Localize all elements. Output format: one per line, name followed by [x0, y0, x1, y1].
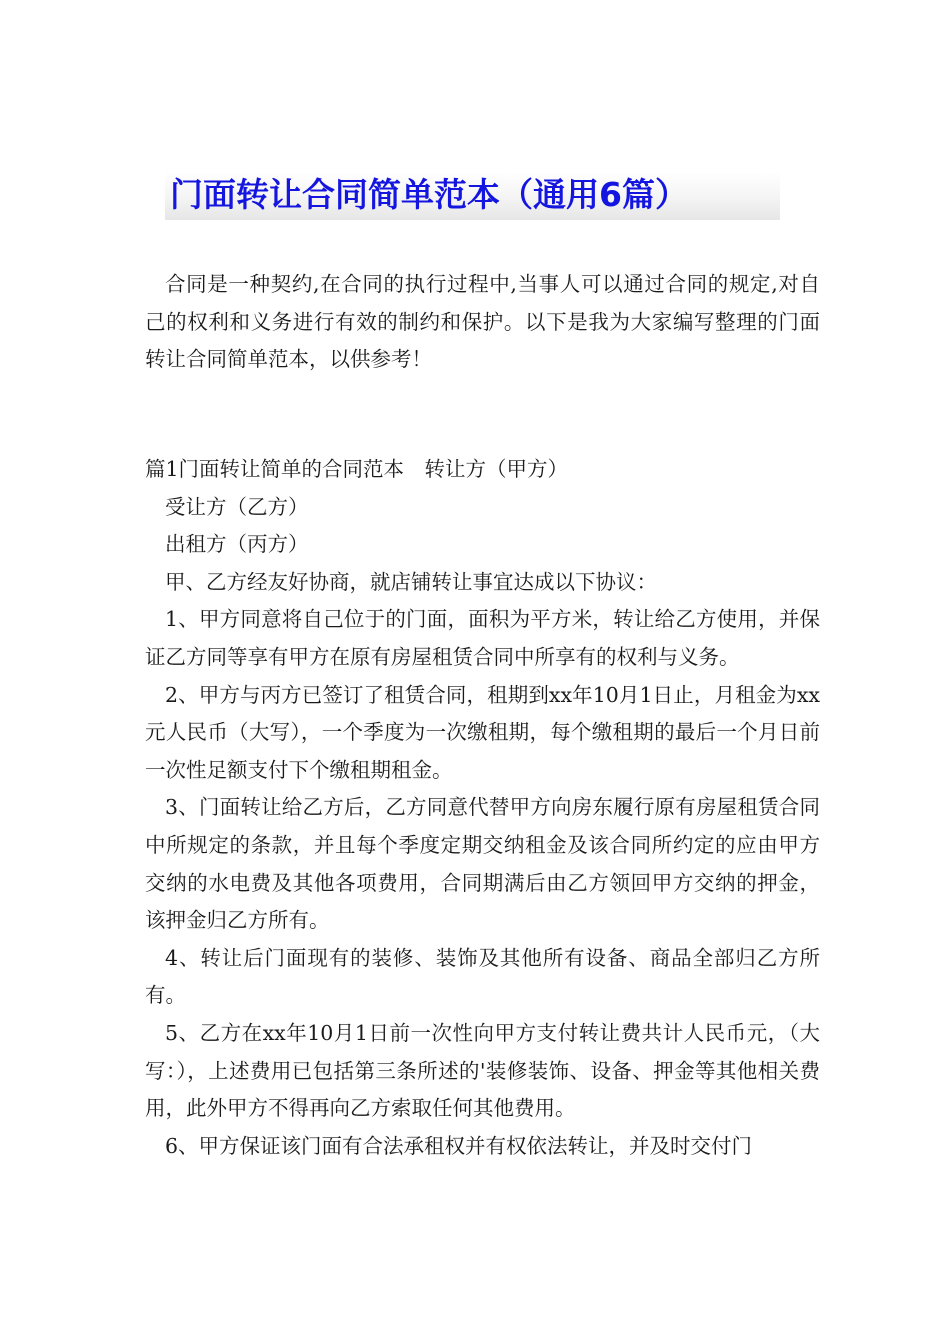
intro-paragraph: 合同是一种契约,在合同的执行过程中,当事人可以通过合同的规定,对自己的权利和义务进行有效的制约和保护。以下是我为大家编写整理的门面转让合同简单范本，以供参考！	[145, 272, 820, 372]
clause-3: 3、门面转让给乙方后，乙方同意代替甲方向房东履行原有房屋租赁合同中所规定的条款，并且每个季度定期交纳租金及该合同所约定的应由甲方交纳的水电费及其他各项费用，合同期满后由乙方领回甲方交纳的押金，该押金归乙方所有。	[145, 795, 820, 933]
clause-4: 4、转让后门面现有的装修、装饰及其他所有设备、商品全部归乙方所有。	[145, 945, 820, 1008]
agreement-preamble: 甲、乙方经友好协商，就店铺转让事宜达成以下协议：	[165, 569, 657, 594]
clause-2: 2、甲方与丙方已签订了租赁合同，租期到xx年10月1日止，月租金为xx元人民币（大写），一个季度为一次缴租期，每个缴租期的最后一个月日前一次性足额支付下个缴租期租金。	[145, 682, 820, 782]
section-heading: 篇1门面转让简单的合同范本 转让方（甲方）	[145, 457, 569, 481]
party-lessor: 出租方（丙方）	[165, 532, 309, 557]
document-title: 门面转让合同简单范本（通用6篇）	[170, 175, 688, 214]
clause-1: 1、甲方同意将自己位于的门面，面积为平方米，转让给乙方使用，并保证乙方同等享有甲方在原有房屋租赁合同中所享有的权利与义务。	[145, 607, 820, 669]
clause-6: 6、甲方保证该门面有合法承租权并有权依法转让，并及时交付门	[165, 1133, 753, 1158]
contract-body	[145, 451, 820, 1165]
party-transferee: 受让方（乙方）	[165, 494, 309, 519]
clause-5: 5、乙方在xx年10月1日前一次性向甲方支付转让费共计人民币元，（大写：），上述费用已包括第三条所述的'装修装饰、设备、押金等其他相关费用，此外甲方不得再向乙方索取任何其他费用。	[145, 1020, 820, 1121]
